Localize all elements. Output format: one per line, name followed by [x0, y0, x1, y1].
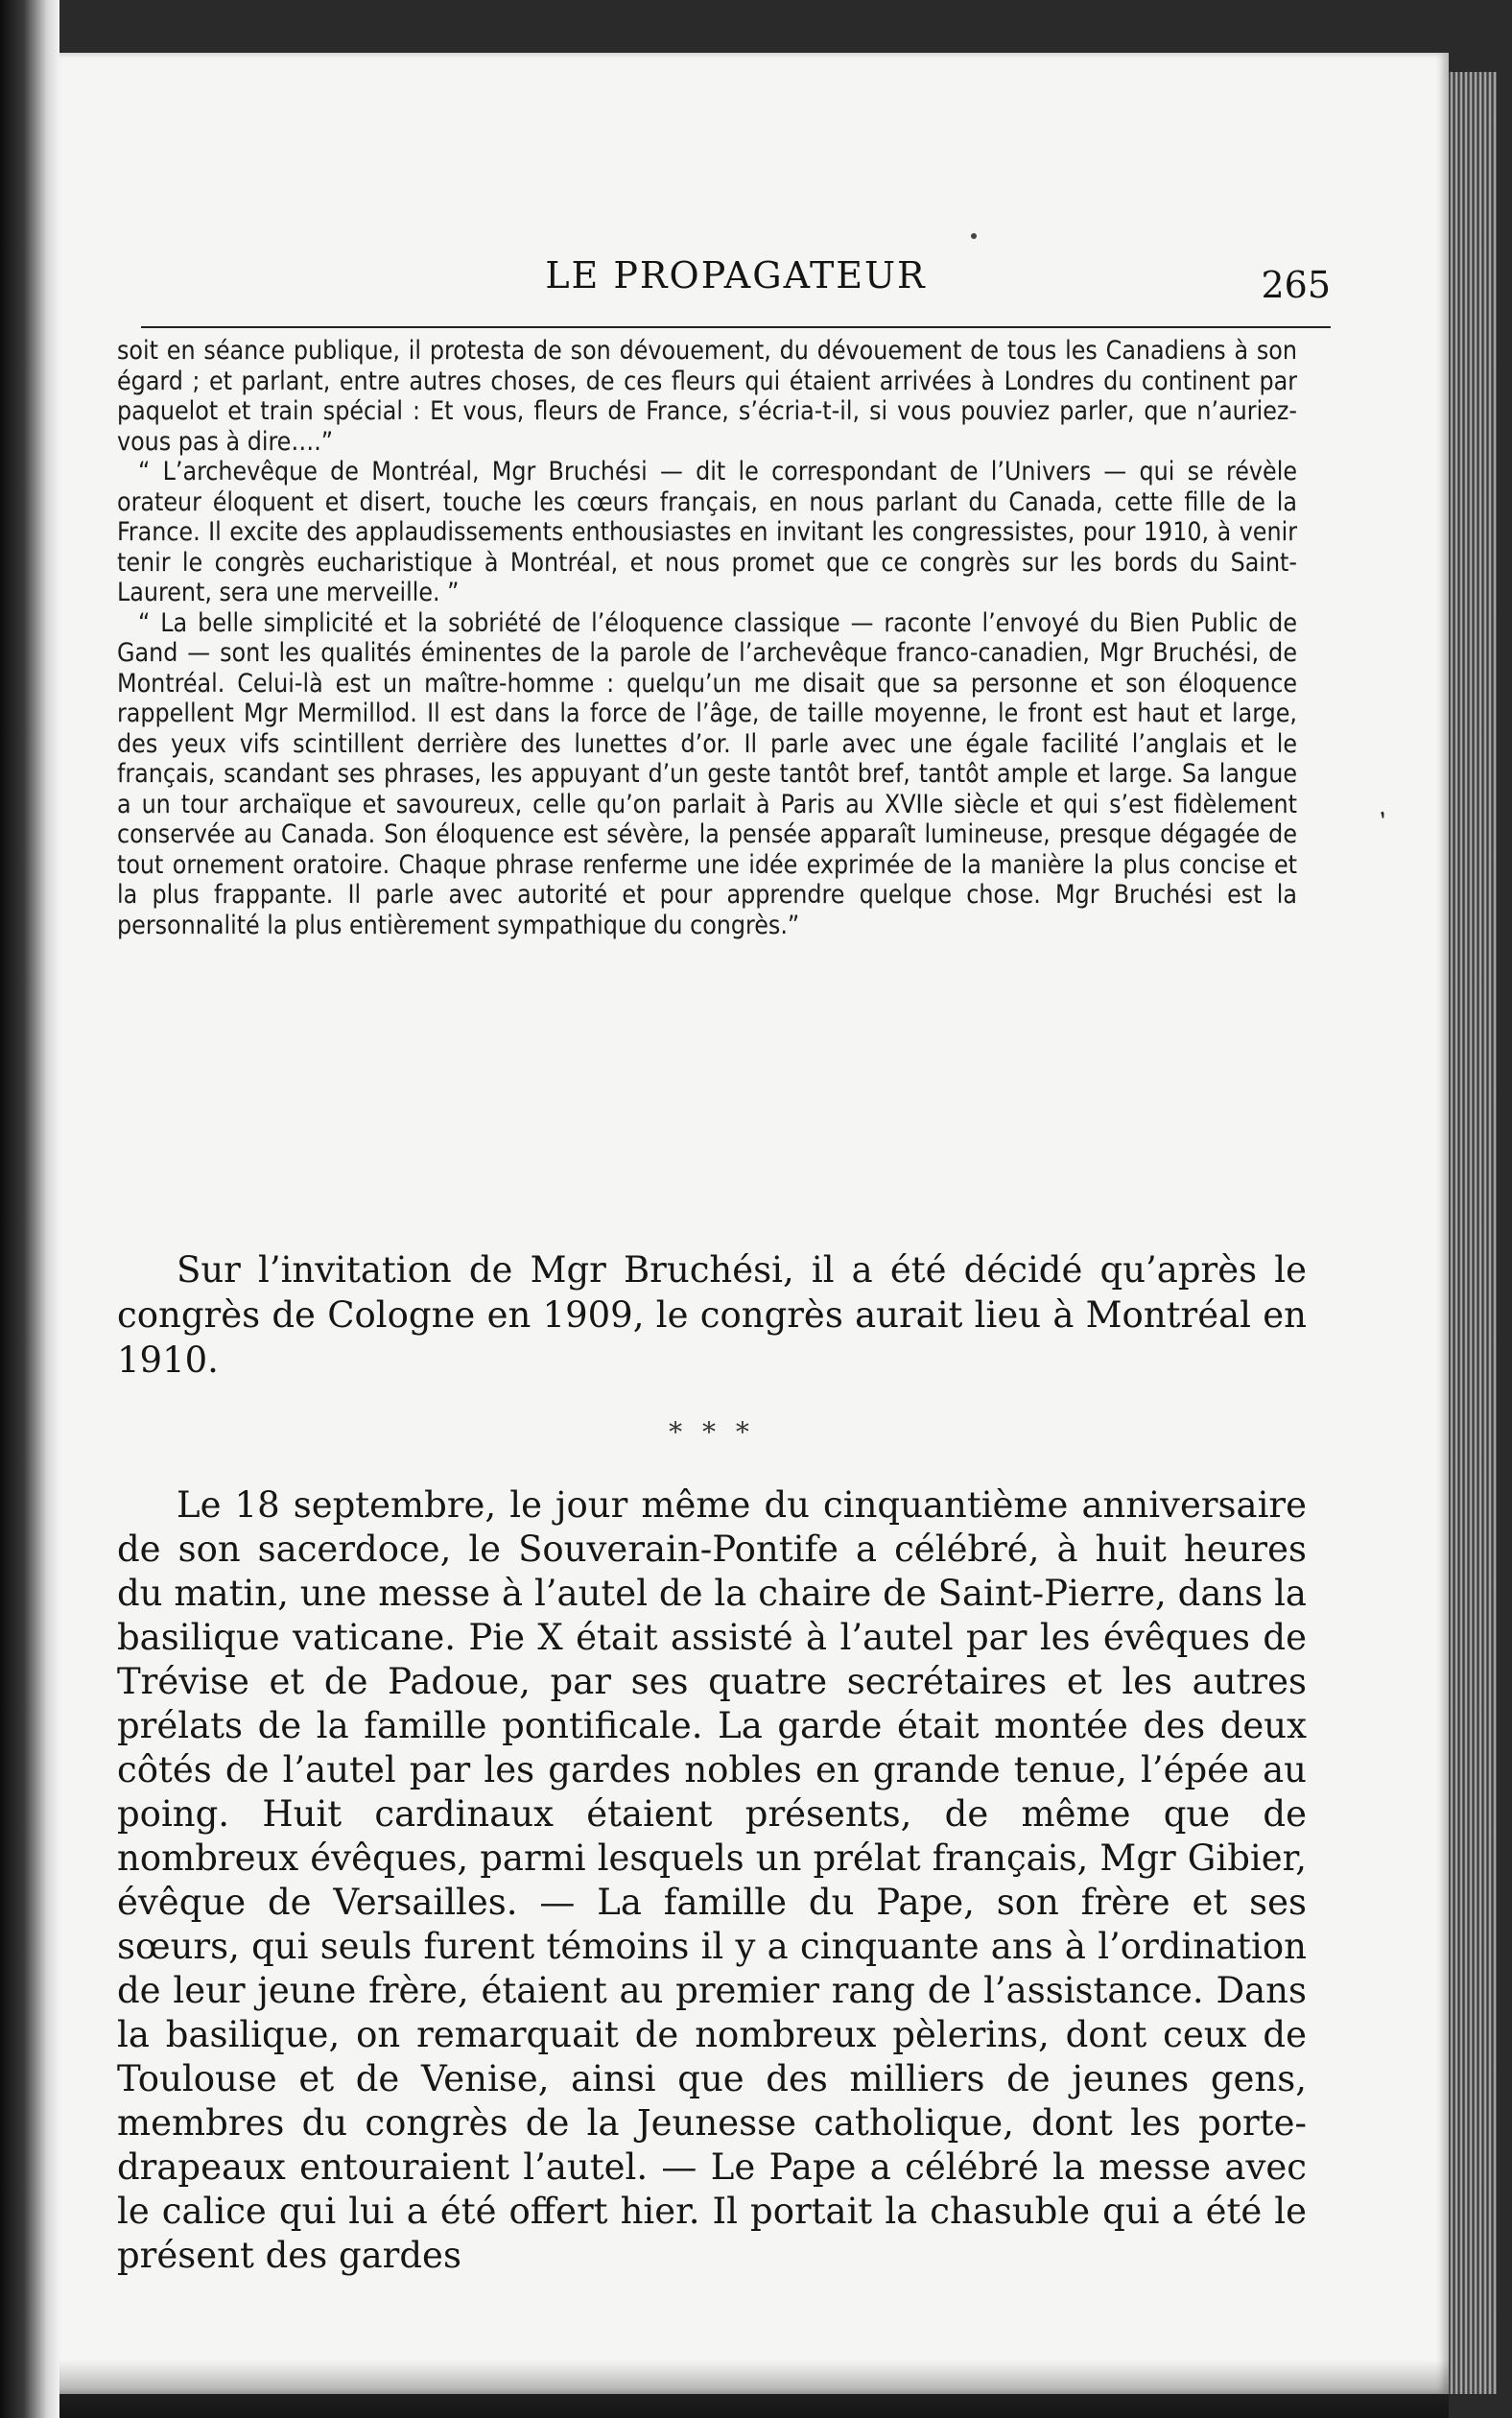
section-asterism: * * * [669, 1416, 755, 1448]
main-text-block [117, 1247, 1307, 2278]
page-sheet [59, 53, 1449, 2394]
running-title: LE PROPAGATEUR [545, 254, 927, 296]
quote-paragraph: “ La belle simplicité et la sobriété de l’éloquence classique — raconte l’envoyé du Bien Public de Gand — sont les qualités éminentes de la parole de l’archevêque franco-canadien, Mgr Bruchési, de Montréal. Celui-là est un maître-homme : quelqu’un me disait que sa personne et son éloquence rappellent Mgr Mermillod. Il est dans la force de l’âge, de taille moyenne, le front est haut et large, des yeux vifs scintillent derrière des lunettes d’or. Il parle avec une égale facilité l’anglais et le français, scandant ses phrases, les appuyant d’un geste tantôt bref, tantôt ample et large. Sa langue a un tour archaïque et savoureux, celle qu’on parlait à Paris au XVIIe siècle et qui s’est fidèlement conservée au Canada. Son éloquence est sévère, la pensée apparaît lumineuse, presque dégagée de tout ornement oratoire. Chaque phrase renferme une idée exprimée de la manière la plus concise et la plus frappante. Il parle avec autorité et pour apprendre quelque chose. Mgr Bruchési est la personnalité la plus entièrement sympathique du congrès.” [117, 607, 1297, 940]
quote-paragraph: soit en séance publique, il protesta de son dévouement, du dévouement de tous les Canadiens à son égard ; et parlant, entre autres choses, de ces fleurs qui étaient arrivées à Londres du continent par paquelot et train spécial : Et vous, fleurs de France, s’écria-t-il, si vous pouviez parler, que n’auriez-vous pas à dire….” [117, 336, 1297, 457]
bottom-shadow [59, 2360, 1449, 2418]
ink-dot [971, 233, 977, 239]
body-paragraph: Sur l’invitation de Mgr Bruchési, il a été décidé qu’après le congrès de Cologne en 1909, le congrès aurait lieu à Montréal en 1910. [117, 1249, 1307, 1381]
page-header [141, 254, 1331, 312]
quoted-text-block [117, 336, 1297, 940]
margin-mark: , [1370, 793, 1390, 823]
book-spine-shadow [0, 0, 59, 2418]
body-paragraph: Le 18 septembre, le jour même du cinquantième anniversaire de son sacerdoce, le Souverain-Pontife a célébré, à huit heures du matin, une messe à l’autel de la chaire de Saint-Pierre, dans la basilique vaticane. Pie X était assisté à l’autel par les évêques de Trévise et de Padoue, par ses quatre secrétaires et les autres prélats de la famille pontificale. La garde était montée des deux côtés de l’autel par les gardes nobles en grande tenue, l’épée au poing. Huit cardinaux étaient présents, de même que de nombreux évêques, parmi lesquels un prélat français, Mgr Gibier, évêque de Versailles. — La famille du Pape, son frère et ses sœurs, qui seuls furent témoins il y a cinquante ans à l’ordination de leur jeune frère, étaient au premier rang de l’assistance. Dans la basilique, on remarquait de nombreux pèlerins, dont ceux de Toulouse et de Venise, ainsi que des milliers de jeunes gens, membres du congrès de la Jeunesse catholique, dont les porte-drapeaux entouraient l’autel. — Le Pape a célébré la messe avec le calice qui lui a été offert hier. Il portait la chasuble qui a été le présent des gardes [117, 1484, 1307, 2276]
header-rule [141, 326, 1331, 328]
quote-paragraph: “ L’archevêque de Montréal, Mgr Bruchési — dit le correspondant de l’Univers — qui se révèle orateur éloquent et disert, touche les cœurs français, en nous parlant du Canada, cette fille de la France. Il excite des applaudissements enthousiastes en invitant les congressistes, pour 1910, à venir tenir le congrès eucharistique à Montréal, et nous promet que ce congrès sur les bords du Saint-Laurent, sera une merveille. ” [117, 457, 1297, 607]
page-number: 265 [1261, 264, 1331, 306]
